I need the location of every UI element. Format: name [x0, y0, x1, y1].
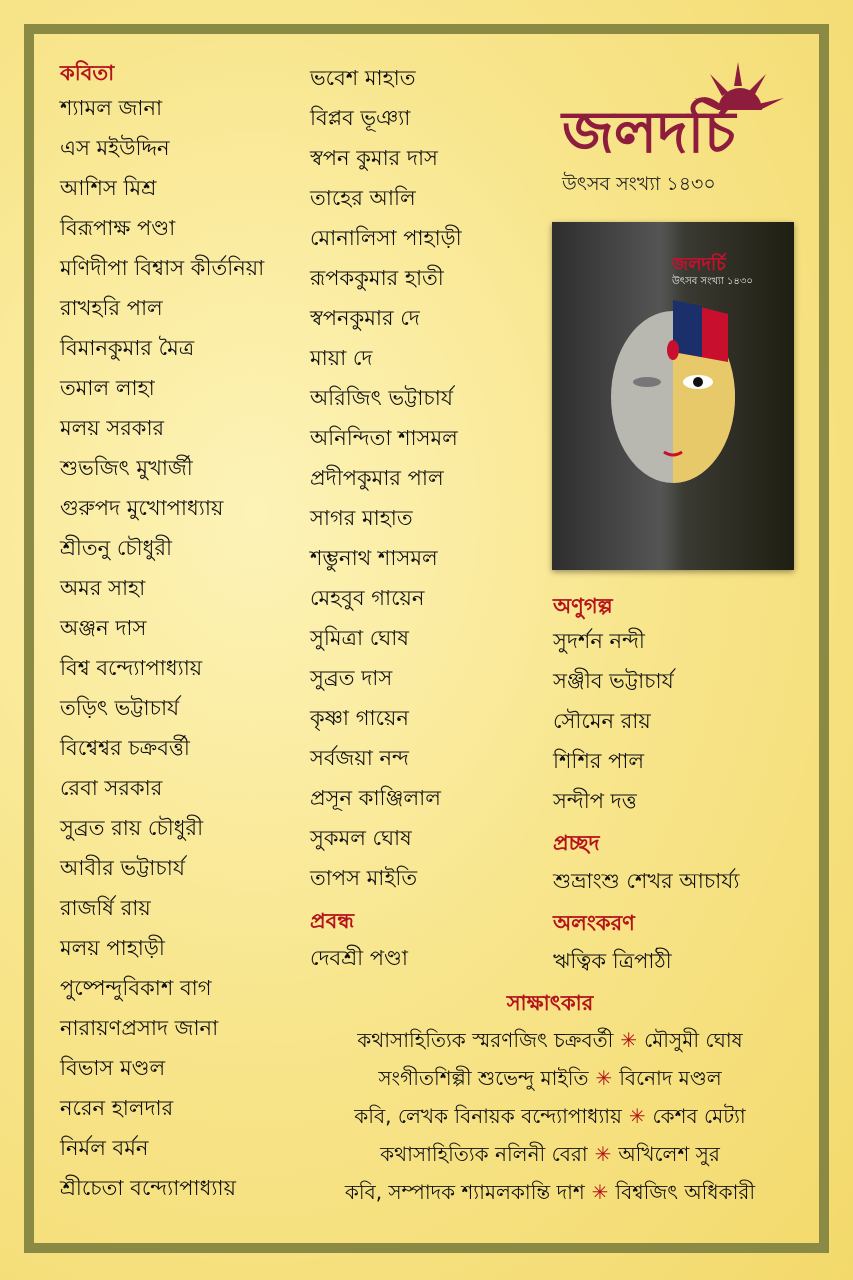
poet-name: সুমিত্রা ঘোষ — [310, 626, 409, 650]
poet-name: রেবা সরকার — [60, 776, 163, 800]
poet-name: অমর সাহা — [60, 576, 146, 600]
poet-name: ভবেশ মাহাত — [310, 66, 416, 90]
probondho-author: দেবশ্রী পণ্ডা — [310, 946, 408, 970]
poet-name: তাপস মাইতি — [310, 866, 418, 890]
poet-name: গুরুপদ মুখোপাধ্যায় — [60, 496, 224, 520]
poet-name: শ্রীতনু চৌধুরী — [60, 536, 173, 560]
prochhod-heading: প্রচ্ছদ — [553, 831, 600, 855]
interviewer-name: অখিলেশ সুর — [618, 1142, 720, 1166]
interviewer-name: মৌসুমী ঘোষ — [644, 1028, 743, 1052]
poet-name: মলয় পাহাড়ী — [60, 936, 165, 960]
poet-name: তড়িৎ ভট্টাচার্য — [60, 696, 180, 720]
poet-name: প্রদীপকুমার পাল — [310, 466, 444, 490]
interview-row — [300, 1135, 800, 1173]
asterisk-icon: ✳ — [621, 1104, 653, 1128]
poet-name: অরিজিৎ ভট্টাচার্য — [310, 386, 453, 410]
onugolpo-author: সন্দীপ দত্ত — [553, 789, 637, 813]
asterisk-icon: ✳ — [613, 1028, 645, 1052]
onugolpo-author: শিশির পাল — [553, 749, 645, 773]
poet-name: বিপ্লব ভূঞ্যা — [310, 106, 411, 130]
kobita-heading: কবিতা — [60, 61, 115, 85]
poet-name: এস মইউদ্দিন — [60, 136, 170, 160]
poet-name: মলয় সরকার — [60, 416, 165, 440]
probondho-heading: প্রবন্ধ — [310, 909, 354, 933]
interview-row — [300, 1059, 800, 1097]
interview-section — [300, 985, 800, 1211]
olonkoron-artist: ঋত্বিক ত্রিপাঠী — [553, 949, 672, 973]
poet-name: অঞ্জন দাস — [60, 616, 147, 640]
poet-name: তাহের আলি — [310, 186, 416, 210]
interview-subject: কথাসাহিত্যিক নলিনী বেরা — [380, 1142, 588, 1166]
poet-name: শ্যামল জানা — [60, 96, 163, 120]
right-sections — [553, 591, 739, 981]
poet-name: বিশ্ব বন্দ্যোপাধ্যায় — [60, 656, 203, 680]
logo-wordmark: জলদর্চি — [562, 98, 736, 166]
poet-name: মায়া দে — [310, 346, 373, 370]
interviewer-name: কেশব মেট্যা — [652, 1104, 746, 1128]
olonkoron-heading: অলংকরণ — [553, 911, 635, 935]
interview-subject: সংগীতশিল্পী শুভেন্দু মাইতি — [378, 1066, 589, 1090]
asterisk-icon: ✳ — [584, 1180, 616, 1204]
asterisk-icon: ✳ — [588, 1066, 620, 1090]
kobita-column-2 — [310, 58, 462, 978]
cover-title: জলদর্চি — [672, 254, 726, 275]
poet-name: শ্রীচেতা বন্দ্যোপাধ্যায় — [60, 1176, 236, 1200]
logo-subtitle: উৎসব সংখ্যা ১৪৩০ — [562, 173, 716, 195]
poet-name: আশিস মিশ্র — [60, 176, 157, 200]
cover-subtitle: উৎসব সংখ্যা ১৪৩০ — [672, 276, 753, 287]
magazine-cover-image — [552, 222, 794, 570]
onugolpo-author: সৌমেন রায় — [553, 709, 651, 733]
poet-name: সুব্রত রায় চৌধুরী — [60, 816, 204, 840]
poet-name: অনিন্দিতা শাসমল — [310, 426, 458, 450]
kobita-column-1 — [60, 58, 264, 1208]
interview-row — [300, 1173, 800, 1211]
interviewer-name: বিশ্বজিৎ অধিকারী — [615, 1180, 756, 1204]
onugolpo-author: সুদর্শন নন্দী — [553, 629, 645, 653]
poet-name: নারায়ণপ্রসাদ জানা — [60, 1016, 219, 1040]
poet-name: সর্বজয়া নন্দ — [310, 746, 409, 770]
interviewer-name: বিনোদ মণ্ডল — [619, 1066, 722, 1090]
poet-name: প্রসূন কাঞ্জিলাল — [310, 786, 441, 810]
poet-name: মোনালিসা পাহাড়ী — [310, 226, 462, 250]
poet-name: পুষ্পেন্দুবিকাশ বাগ — [60, 976, 212, 1000]
poet-name: কৃষ্ণা গায়েন — [310, 706, 409, 730]
poet-name: বিরূপাক্ষ পণ্ডা — [60, 216, 176, 240]
interview-row — [300, 1021, 800, 1059]
onugolpo-heading: অণুগল্প — [553, 594, 613, 618]
poet-name: শম্ভুনাথ শাসমল — [310, 546, 438, 570]
poet-name: স্বপনকুমার দে — [310, 306, 420, 330]
poet-name: সুকমল ঘোষ — [310, 826, 412, 850]
asterisk-icon: ✳ — [587, 1142, 619, 1166]
poet-name: আবীর ভট্টাচার্য — [60, 856, 185, 880]
poet-name: সুব্রত দাস — [310, 666, 393, 690]
poet-name: বিভাস মণ্ডল — [60, 1056, 166, 1080]
poet-name: বিশ্বেশ্বর চক্রবর্ত্তী — [60, 736, 190, 760]
poet-name: মেহবুব গায়েন — [310, 586, 425, 610]
onugolpo-author: সঞ্জীব ভট্টাচার্য — [553, 669, 674, 693]
poet-name: তমাল লাহা — [60, 376, 155, 400]
poet-name: সাগর মাহাত — [310, 506, 413, 530]
poet-name: রূপককুমার হাতী — [310, 266, 444, 290]
poet-name: মণিদীপা বিশ্বাস কীর্তনিয়া — [60, 256, 265, 280]
poet-name: বিমানকুমার মৈত্র — [60, 336, 195, 360]
poet-name: রাজর্ষি রায় — [60, 896, 151, 920]
poet-name: শুভজিৎ মুখার্জী — [60, 456, 193, 480]
poet-name: নরেন হালদার — [60, 1096, 174, 1120]
interview-heading: সাক্ষাৎকার — [506, 991, 594, 1015]
interview-subject: কথাসাহিত্যিক স্মরণজিৎ চক্রবর্তী — [357, 1028, 614, 1052]
prochhod-artist: শুভ্রাংশু শেখর আচার্য্য — [553, 869, 740, 893]
interview-row — [300, 1097, 800, 1135]
poet-name: রাখহরি পাল — [60, 296, 163, 320]
interview-subject: কবি, লেখক বিনায়ক বন্দ্যোপাধ্যায় — [354, 1104, 622, 1128]
interview-subject: কবি, সম্পাদক শ্যামলকান্তি দাশ — [344, 1180, 585, 1204]
poet-name: স্বপন কুমার দাস — [310, 146, 438, 170]
poet-name: নির্মল বর্মন — [60, 1136, 149, 1160]
